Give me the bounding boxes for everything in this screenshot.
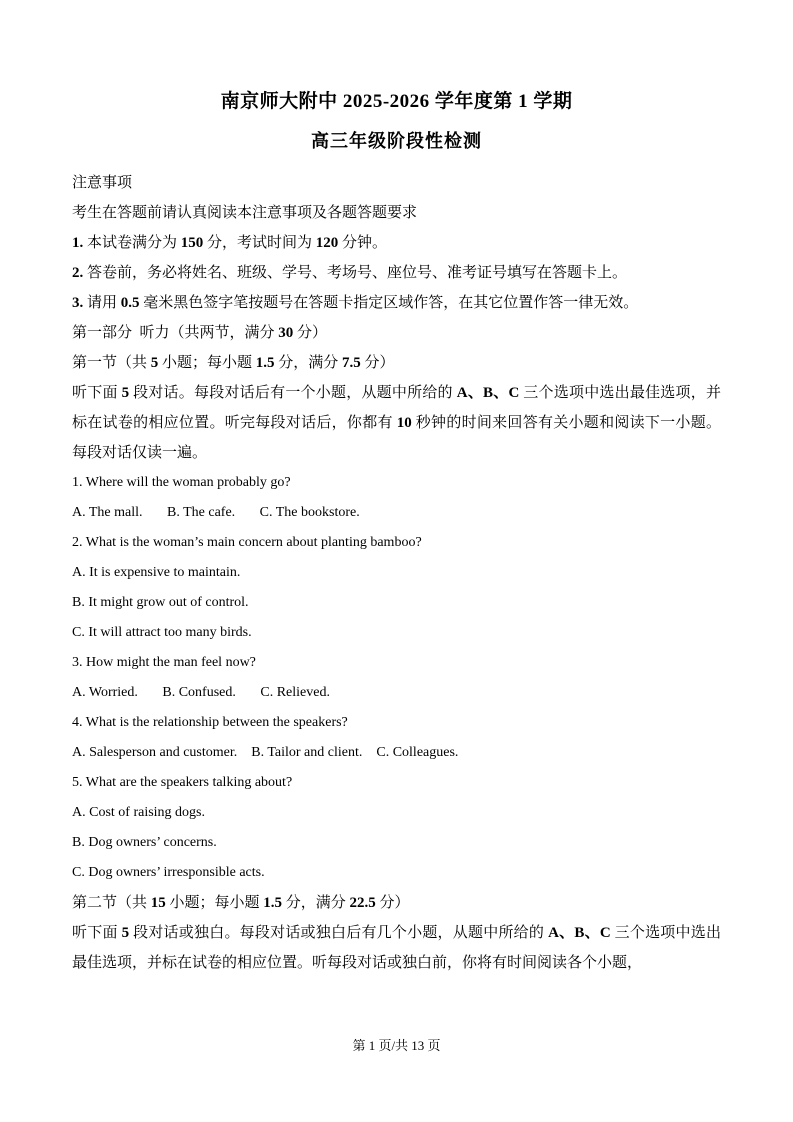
notice-heading-text: 注意事项 bbox=[72, 175, 133, 191]
notice-item-2-text: 答卷前，务必将姓名、班级、学号、考场号、座位号、准考证号填写在答题卡上。 bbox=[83, 265, 628, 281]
section2-heading-text: 1.5 bbox=[263, 895, 283, 911]
option-5c-text: C. Dog owners’ irresponsible acts. bbox=[72, 865, 265, 880]
section1-instructions-text: 秒钟的时间来回答有关小题和阅读下一小题。每段对话仅读一遍。 bbox=[72, 415, 721, 461]
notice-item-2-text: 2. bbox=[72, 265, 84, 281]
part1-heading-text: 30 bbox=[278, 325, 294, 341]
question-2 bbox=[72, 528, 721, 558]
option-2a-text: A. It is expensive to maintain. bbox=[72, 565, 241, 580]
document-body bbox=[72, 168, 721, 978]
section1-instructions-text: 三个选项中选出最佳选项，并标在试卷的相应位置。听完每段对话后，你都有 bbox=[72, 385, 721, 431]
option-5a bbox=[72, 798, 721, 828]
question-2-text: 2. What is the woman’s main concern about planting bamboo? bbox=[72, 535, 422, 550]
part1-heading-text: 分） bbox=[293, 325, 328, 341]
notice-intro-text: 考生在答题前请认真阅读本注意事项及各题答题要求 bbox=[72, 205, 418, 221]
section2-heading-text: 分） bbox=[375, 895, 410, 911]
question-1 bbox=[72, 468, 721, 498]
notice-item-1-text: 1. bbox=[72, 235, 84, 251]
section1-heading-text: 分） bbox=[360, 355, 395, 371]
section1-heading-text: 小题；每小题 bbox=[158, 355, 256, 371]
section1-instructions-text: 听下面 bbox=[72, 385, 122, 401]
section2-instructions-text: 听下面 bbox=[72, 925, 122, 941]
question-5 bbox=[72, 768, 721, 798]
options-4 bbox=[72, 738, 721, 768]
section1-instructions-text: 5 bbox=[121, 385, 130, 401]
options-1-text: A. The mall. B. The cafe. C. The bookstore. bbox=[72, 505, 360, 520]
option-2a bbox=[72, 558, 721, 588]
section2-heading-text: 分，满分 bbox=[282, 895, 350, 911]
section2-heading-text: 小题；每小题 bbox=[165, 895, 264, 911]
section1-instructions-text: A、B、C bbox=[456, 385, 520, 401]
notice-item-3-text: 毫米黑色签字笔按题号在答题卡指定区域作答，在其它位置作答一律无效。 bbox=[139, 295, 639, 311]
options-1 bbox=[72, 498, 721, 528]
section1-heading-text: 第一节（共 bbox=[72, 355, 151, 371]
part1-heading bbox=[72, 318, 721, 348]
notice-item-3-text: 请用 bbox=[83, 295, 121, 311]
notice-heading bbox=[72, 168, 721, 198]
section2-instructions-text: 段对话或独白。每段对话或独白后有几个小题，从题中所给的 bbox=[129, 925, 549, 941]
exam-title-line2: 高三年级阶段性检测 bbox=[311, 131, 482, 151]
section1-instructions-text: 10 bbox=[396, 415, 412, 431]
section2-heading-text: 第二节（共 bbox=[72, 895, 151, 911]
notice-item-3-text: 3. bbox=[72, 295, 84, 311]
notice-item-3 bbox=[72, 288, 721, 318]
section2-instructions-text: 5 bbox=[121, 925, 130, 941]
question-3-text: 3. How might the man feel now? bbox=[72, 655, 256, 670]
option-2b bbox=[72, 588, 721, 618]
option-5b bbox=[72, 828, 721, 858]
notice-intro bbox=[72, 198, 721, 228]
section1-heading-text: 5 bbox=[150, 355, 159, 371]
notice-item-1-text: 120 bbox=[315, 235, 339, 251]
notice-item-1-text: 150 bbox=[180, 235, 204, 251]
section2-instructions-text: A、B、C bbox=[548, 925, 611, 941]
options-4-text: A. Salesperson and customer. B. Tailor and client. C. Colleagues. bbox=[72, 745, 459, 760]
section2-instructions-text: 三个选项中选出最佳选项，并标在试卷的相应位置。听每段对话或独白前，你将有时间阅读各个小题， bbox=[72, 925, 721, 971]
question-5-text: 5. What are the speakers talking about? bbox=[72, 775, 293, 790]
section1-heading-text: 分，满分 bbox=[274, 355, 343, 371]
notice-item-3-text: 0.5 bbox=[120, 295, 140, 311]
section1-heading-text: 7.5 bbox=[342, 355, 361, 371]
section1-heading bbox=[72, 348, 721, 378]
section2-heading-text: 15 bbox=[150, 895, 166, 911]
section2-heading bbox=[72, 888, 721, 918]
option-2c-text: C. It will attract too many birds. bbox=[72, 625, 252, 640]
question-3 bbox=[72, 648, 721, 678]
option-5a-text: A. Cost of raising dogs. bbox=[72, 805, 205, 820]
notice-item-2 bbox=[72, 258, 721, 288]
notice-item-1 bbox=[72, 228, 721, 258]
notice-item-1-text: 本试卷满分为 bbox=[83, 235, 181, 251]
options-3-text: A. Worried. B. Confused. C. Relieved. bbox=[72, 685, 330, 700]
option-5b-text: B. Dog owners’ concerns. bbox=[72, 835, 217, 850]
option-2c bbox=[72, 618, 721, 648]
option-2b-text: B. It might grow out of control. bbox=[72, 595, 249, 610]
section2-heading-text: 22.5 bbox=[349, 895, 376, 911]
options-3 bbox=[72, 678, 721, 708]
exam-title-line1: 南京师大附中 2025-2026 学年度第 1 学期 bbox=[220, 91, 573, 112]
question-1-text: 1. Where will the woman probably go? bbox=[72, 475, 291, 490]
section1-instructions bbox=[72, 378, 721, 468]
option-5c bbox=[72, 858, 721, 888]
notice-item-1-text: 分钟。 bbox=[338, 235, 388, 251]
section1-instructions-text: 段对话。每段对话后有一个小题，从题中所给的 bbox=[129, 385, 457, 401]
question-4 bbox=[72, 708, 721, 738]
notice-item-1-text: 分，考试时间为 bbox=[203, 235, 316, 251]
question-4-text: 4. What is the relationship between the speakers? bbox=[72, 715, 348, 730]
section2-instructions bbox=[72, 918, 721, 978]
page-footer: 第 1 页/共 13 页 bbox=[352, 1038, 441, 1053]
part1-heading-text: 第一部分 听力（共两节，满分 bbox=[72, 325, 279, 341]
section1-heading-text: 1.5 bbox=[255, 355, 275, 371]
